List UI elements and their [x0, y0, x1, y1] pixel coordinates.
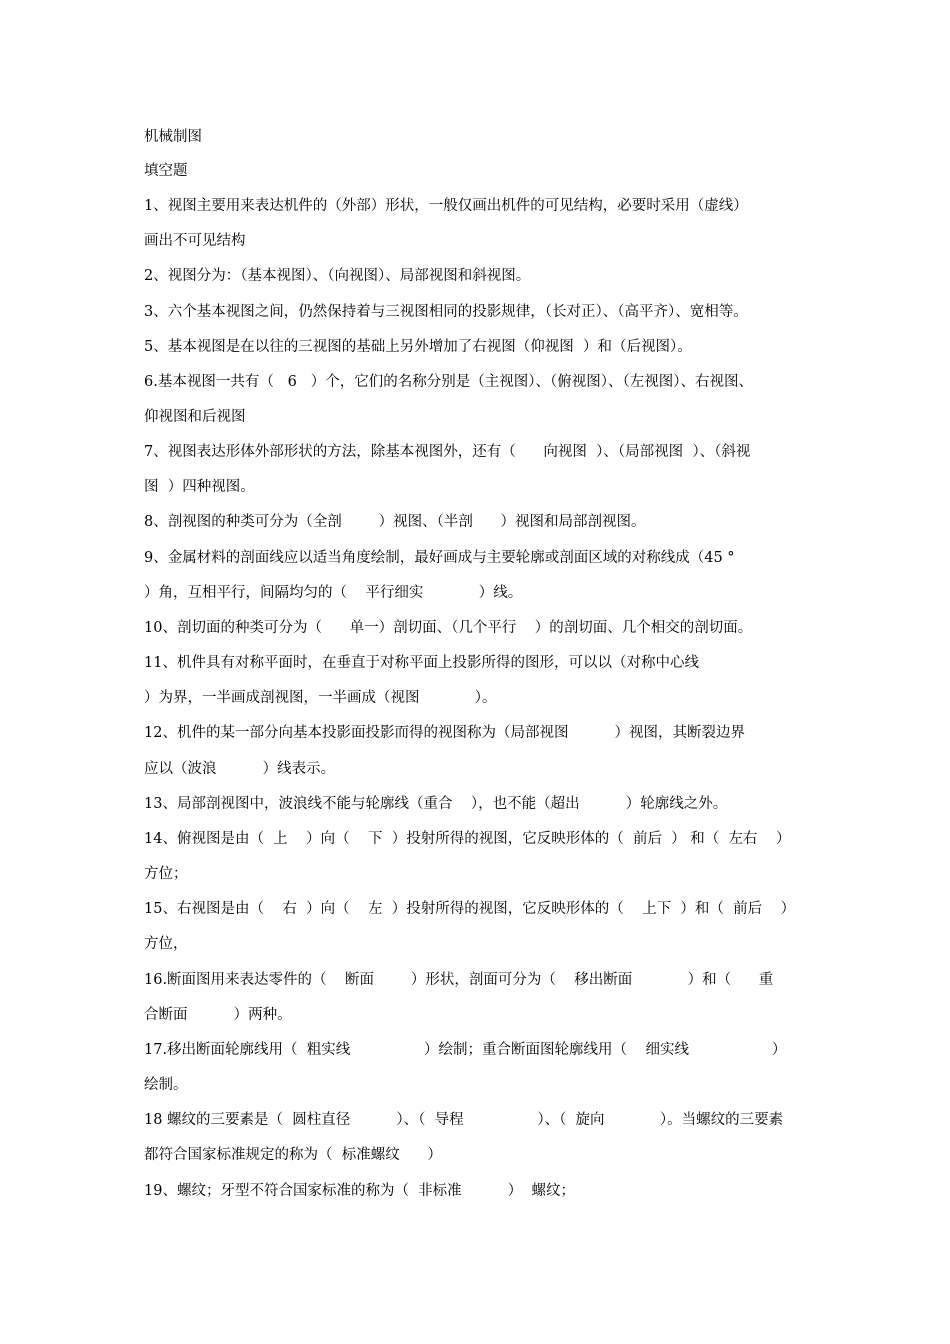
- text-line: 13、局部剖视图中，波浪线不能与轮廓线（重合 ），也不能（超出 ）轮廓线之外。: [144, 796, 728, 812]
- text-line: 仰视图和后视图: [144, 409, 246, 425]
- text-line: 18 螺纹的三要素是（ 圆柱直径 ）、（ 导程 ）、（ 旋向 ）。当螺纹的三要素: [144, 1112, 784, 1128]
- text-line: ）为界，一半画成剖视图，一半画成（视图 ）。: [144, 690, 497, 706]
- text-line: 10、剖切面的种类可分为（ 单一）剖切面、（几个平行 ）的剖切面、几个相交的剖切面。: [144, 620, 753, 636]
- text-line: 15、右视图是由（ 右 ）向（ 左 ）投射所得的视图，它反映形体的（ 上下 ）和（ 前后 ）: [144, 901, 796, 917]
- text-line: 19、螺纹；牙型不符合国家标准的称为（ 非标准 ） 螺纹；: [144, 1183, 575, 1199]
- text-line: 12、机件的某一部分向基本投影面投影而得的视图称为（局部视图 ）视图，其断裂边界: [144, 725, 746, 741]
- text-line: 7、视图表达形体外部形状的方法，除基本视图外，还有（ 向视图 ）、（局部视图 ）、（斜视: [144, 444, 751, 460]
- text-line: 5、基本视图是在以往的三视图的基础上另外增加了右视图（仰视图 ）和（后视图）。: [144, 339, 692, 355]
- text-line: 14、俯视图是由（ 上 ）向（ 下 ）投射所得的视图，它反映形体的（ 前后 ） 和（ 左右 ）: [144, 831, 791, 847]
- text-line: 画出不可见结构: [144, 233, 246, 249]
- text-line: 图 ）四种视图。: [144, 479, 255, 495]
- text-line: 8、剖视图的种类可分为（全剖 ）视图、（半剖 ）视图和局部剖视图。: [144, 514, 646, 530]
- text-line: 2、视图分为：（基本视图）、（向视图）、局部视图和斜视图。: [144, 268, 531, 284]
- text-line: 方位；: [144, 866, 188, 882]
- text-line: 方位，: [144, 936, 188, 952]
- text-line: 16.断面图用来表达零件的（ 断面 ）形状，剖面可分为（ 移出断面 ）和（ 重: [144, 972, 774, 988]
- text-line: 17.移出断面轮廓线用（ 粗实线 ）绘制；重合断面图轮廓线用（ 细实线 ）: [144, 1042, 787, 1058]
- text-line: ）角，互相平行，间隔均匀的（ 平行细实 ）线。: [144, 585, 523, 601]
- text-line: 1、视图主要用来表达机件的（外部）形状，一般仅画出机件的可见结构，必要时采用（虚线）: [144, 198, 748, 214]
- text-line: 6.基本视图一共有（ 6 ）个，它们的名称分别是（主视图）、（俯视图）、（左视图）、右视图、: [144, 374, 753, 390]
- text-line: 合断面 ）两种。: [144, 1007, 292, 1023]
- text-line: 9、金属材料的剖面线应以适当角度绘制，最好画成与主要轮廓或剖面区域的对称线成（45 °: [144, 550, 735, 566]
- text-line: 都符合国家标准规定的称为（ 标准螺纹 ）: [144, 1147, 442, 1163]
- section-heading: 填空题: [144, 163, 188, 179]
- text-line: 3、六个基本视图之间，仍然保持着与三视图相同的投影规律，（长对正）、（高平齐）、宽相等。: [144, 304, 748, 320]
- text-line: 绘制。: [144, 1077, 188, 1093]
- text-line: 11、机件具有对称平面时，在垂直于对称平面上投影所得的图形，可以以（对称中心线: [144, 655, 699, 671]
- text-line: 应以（波浪 ）线表示。: [144, 761, 336, 777]
- document-title: 机械制图: [144, 129, 202, 145]
